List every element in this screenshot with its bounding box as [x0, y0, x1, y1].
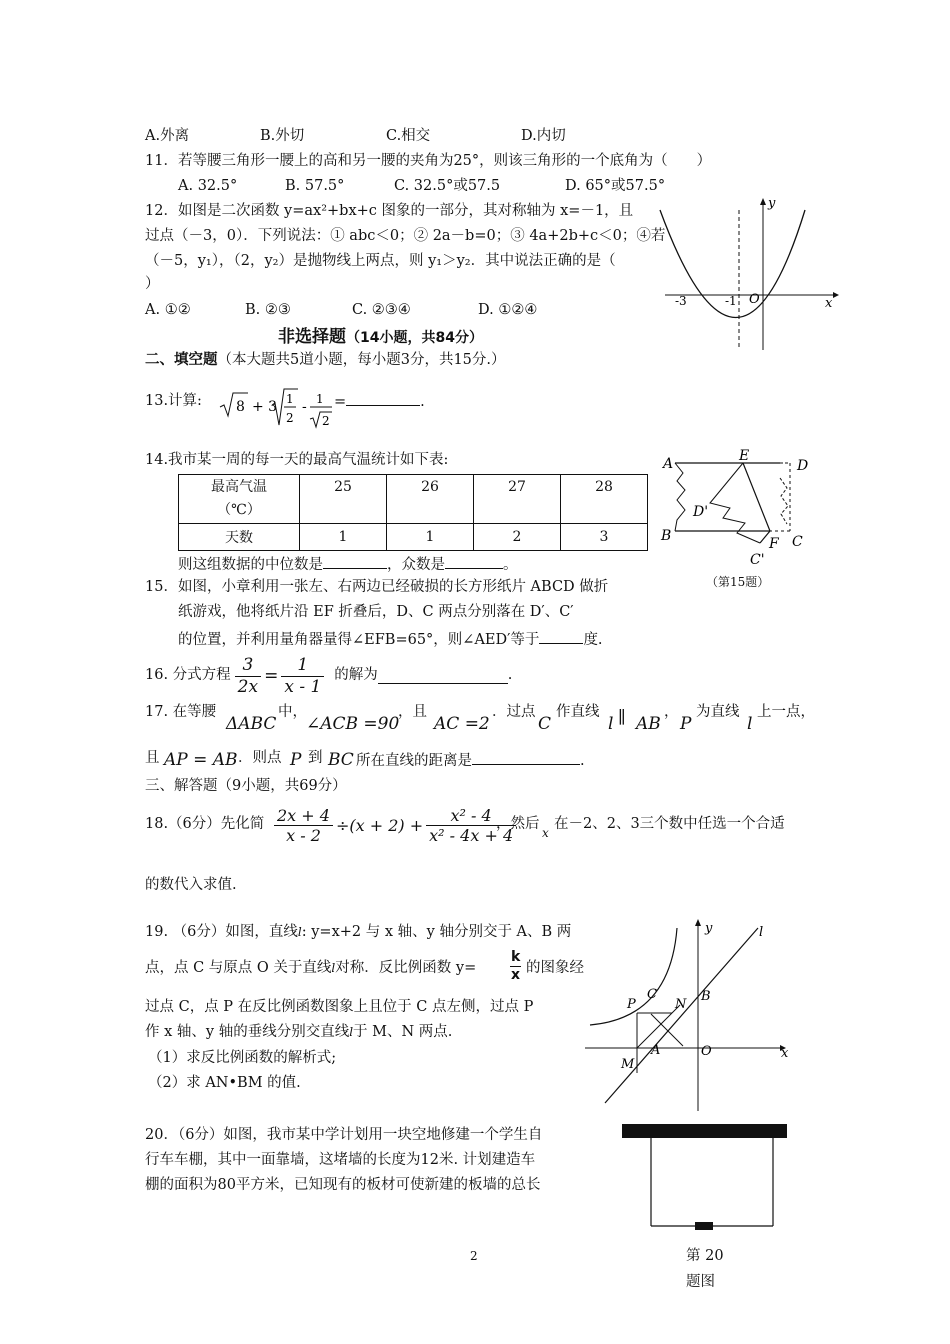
q17-triangle: ΔABC: [226, 714, 277, 734]
q19-fig-b: B: [701, 989, 711, 1004]
svg-text:1: 1: [316, 392, 324, 406]
q17-l: l: [608, 714, 614, 734]
q18-x: x: [542, 826, 549, 840]
q18-expression: [274, 806, 516, 845]
q19-k: k: [511, 949, 521, 965]
q12-graph-x-label: x: [825, 296, 833, 311]
q12-parabola-graph: [655, 195, 845, 355]
q17-ab: AB: [636, 714, 661, 734]
q19-fig-o: O: [701, 1044, 712, 1059]
q17-l1h: 上一点，: [757, 704, 815, 720]
q12-graph-tick-m1: -1: [725, 294, 737, 308]
q15-label-c: C: [792, 534, 803, 550]
q10-option-d: D.内切: [521, 128, 566, 144]
q12-line2: 过点（－3，0）．下列说法：① abc＜0；② 2a－b=0；③ 4a+2b+c＜0；④若: [145, 228, 666, 244]
q19-line2: [145, 960, 476, 977]
q14-q-b: ，众数是: [387, 557, 445, 573]
q20-caption-1: 第 20: [686, 1248, 724, 1264]
part3-title: 三、解答题（9小题，共69分）: [145, 778, 347, 794]
q16-num-left: 3: [235, 655, 261, 676]
q10-option-b: B.外切: [260, 128, 305, 144]
table-row: [179, 524, 648, 551]
q17-l1f: ，: [664, 704, 679, 720]
q19-fig-a: A: [651, 1043, 661, 1058]
q17-l1e: 作直线: [556, 704, 600, 720]
q15-label-a: A: [663, 456, 674, 472]
q17-l1a: 17. 在等腰: [145, 704, 217, 720]
q13-answer: = .: [334, 391, 425, 411]
q15-answer-blank[interactable]: [539, 629, 583, 644]
q16-fraction-left: [235, 655, 261, 697]
q18-prefix: 18.（6分）先化简: [145, 816, 265, 832]
q20-caption-2: 题图: [686, 1274, 715, 1290]
q16-end: .: [507, 667, 513, 684]
q15-label-cprime: C': [750, 552, 765, 568]
q12-line3: （－5，y₁），（2，y₂）是抛物线上两点，则 y₁＞y₂．其中说法正确的是（: [145, 253, 616, 269]
q19-line3: 过点 C，点 P 在反比例函数图象上且位于 C 点左侧，过点 P: [145, 999, 534, 1015]
q12-option-d: D. ①②④: [478, 302, 538, 318]
q19-line1: [145, 924, 571, 941]
q17-angle: ∠ACB =90: [306, 714, 400, 734]
q17-l1c: ，且: [398, 704, 427, 720]
section-title: [278, 327, 483, 347]
q16-suffix: 的解为: [334, 667, 378, 684]
q17-l2-end: [356, 750, 585, 770]
q19-fig-n: N: [675, 997, 687, 1012]
q15-figure-caption: （第15题）: [706, 575, 770, 589]
q19-coordinate-figure: [585, 918, 795, 1113]
q17-bc: BC: [328, 750, 354, 770]
q15-line3-end: 度.: [583, 632, 603, 648]
q19-l1a: 19. （6分）如图，直线: [145, 924, 298, 940]
q18-f2-num: x² - 4: [426, 806, 516, 826]
svg-text:2: 2: [286, 411, 294, 425]
q19-sub2: （2）求 AN•BM 的值.: [148, 1075, 301, 1091]
q15-folding-figure: [655, 448, 825, 578]
q19-l2b: 对称．反比例函数 y=: [335, 960, 477, 976]
q12-line1: 12．如图是二次函数 y=ax²+bx+c 图象的一部分，其对称轴为 x=－1，且: [145, 203, 634, 219]
q16-den-left: 2x: [237, 676, 259, 697]
q17-ac: AC =2: [434, 714, 490, 734]
section-title-note: （14小题，共84分）: [346, 330, 483, 346]
q14-days-4: 3: [561, 524, 648, 551]
q16-prefix: 16. 分式方程: [145, 667, 231, 684]
q11-option-d: D. 65°或57.5°: [565, 178, 666, 194]
part2-note: （本大题共5道小题，每小题3分，共15分.）: [217, 352, 506, 368]
q20-line2: 行车车棚，其中一面靠墙，这堵墙的长度为12米. 计划建造车: [145, 1152, 536, 1168]
section-title-main: 非选择题: [278, 327, 346, 347]
q20-shed-figure: [620, 1122, 790, 1232]
q19-l: l: [297, 925, 302, 939]
q19-l2c: 的图象经: [526, 960, 584, 976]
q13-blank[interactable]: [346, 391, 420, 406]
q14-days-2: 1: [387, 524, 474, 551]
q14-stem: 14.我市某一周的每一天的最高气温统计如下表:: [145, 452, 449, 468]
q10-option-c: C.相交: [386, 128, 431, 144]
q14-row1-label: [179, 475, 300, 524]
q14-q-c: 。: [503, 557, 518, 573]
part2-heading: [145, 352, 506, 369]
q14-median-blank[interactable]: [323, 554, 387, 569]
q20-line1: 20．（6分）如图，我市某中学计划用一块空地修建一个学生自: [145, 1127, 543, 1143]
q12-option-a: A. ①②: [145, 302, 191, 318]
q17-l1d: ．过点: [492, 704, 536, 720]
q15-line3-text: 的位置，并利用量角器量得∠EFB=65°，则∠AED′等于: [178, 632, 540, 648]
q19-l4b: 于 M、N 两点.: [353, 1024, 453, 1040]
q14-mode-blank[interactable]: [445, 554, 503, 569]
q18-after: ，然后: [496, 816, 540, 832]
q19-fig-p: P: [627, 997, 636, 1012]
q17-parallel: ∥: [618, 708, 626, 728]
q15-label-d: D: [797, 458, 809, 474]
q17-line1: [145, 704, 216, 721]
q13-suffix: .: [420, 394, 425, 410]
q17-p-2: P: [290, 750, 302, 770]
q15-label-e: E: [739, 448, 750, 464]
q17-l2e: .: [580, 753, 585, 769]
q18-f1-den: x - 2: [286, 826, 321, 846]
q15-label-dprime: D': [693, 504, 709, 520]
q14-row2-label: 天数: [179, 524, 300, 551]
q12-line4: ）: [145, 276, 160, 292]
q14-temp-4: 28: [561, 475, 648, 524]
q17-l2d: 所在直线的距离是: [356, 753, 472, 769]
q14-days-3: 2: [474, 524, 561, 551]
q17-c: C: [538, 714, 552, 734]
q14-temp-2: 26: [387, 475, 474, 524]
q18-f1-num: 2x + 4: [274, 806, 333, 826]
q19-l-2: l: [331, 961, 336, 975]
q13-prefix: 13.计算:: [145, 393, 202, 409]
q17-ap: AP = AB: [164, 750, 238, 770]
q19-fig-x: x: [781, 1046, 789, 1061]
q19-fig-c: C: [647, 987, 657, 1002]
q18-line2: 的数代入求值.: [145, 877, 237, 893]
q19-fraction-k-over-x: [510, 949, 521, 984]
q19-fig-m: M: [621, 1057, 635, 1072]
q16-num-right: 1: [281, 655, 324, 676]
q17-l1b: 中，: [278, 704, 307, 720]
q19-l2a: 点，点 C 与原点 O 关于直线: [145, 960, 332, 976]
q19-xd: x: [511, 966, 521, 983]
q11-option-b: B. 57.5°: [285, 178, 345, 194]
q19-fig-l: l: [759, 925, 764, 940]
q16-line: 16. 分式方程 $\frac{3}{2x}$ = $\frac{1}{x - 1}$ 的解为 .: [145, 655, 513, 697]
q17-l-2: l: [747, 714, 753, 734]
table-row: [179, 475, 648, 524]
q14-temp-1: 25: [300, 475, 387, 524]
q18-mid: ÷(x + 2) +: [335, 816, 424, 836]
q14-days-1: 1: [300, 524, 387, 551]
q14-q-a: 则这组数据的中位数是: [178, 557, 323, 573]
q17-l2a: 且: [145, 750, 160, 766]
q18-f2-den: x² - 4x + 4: [429, 826, 514, 846]
svg-text:1: 1: [286, 392, 294, 406]
q19-l-3: l: [349, 1025, 354, 1039]
q11-option-a: A. 32.5°: [178, 178, 238, 194]
q19-sub1: （1）求反比例函数的解析式;: [148, 1050, 337, 1066]
q17-l1g: 为直线: [696, 704, 740, 720]
q17-blank[interactable]: [472, 750, 580, 765]
q17-l2c: 到: [308, 750, 323, 766]
q12-graph-tick-m3: -3: [675, 294, 687, 308]
part2-title: 二、填空题: [145, 352, 218, 368]
q11-stem: 11．若等腰三角形一腰上的高和另一腰的夹角为25°，则该三角形的一个底角为（ ）: [145, 153, 712, 169]
q14-row1-label-a: 最高气温: [211, 479, 267, 495]
q17-p: P: [680, 714, 692, 734]
svg-text:+ 3: + 3: [252, 399, 278, 415]
page-number: 2: [470, 1249, 478, 1263]
q18-tail: 在－2、2、3三个数中任选一个合适: [554, 816, 785, 832]
q19-line4: [145, 1024, 452, 1041]
q15-line2: 纸游戏，他将纸片沿 EF 折叠后，D、C 两点分别落在 D′、C′: [178, 604, 574, 620]
svg-text:-: -: [302, 399, 307, 415]
q19-l1b: : y=x+2 与 x 轴、y 轴分别交于 A、B 两: [301, 924, 572, 940]
q19-l4a: 作 x 轴、y 轴的垂线分别交直线: [145, 1024, 350, 1040]
q15-label-f: F: [769, 536, 779, 552]
q12-graph-y-label: y: [768, 196, 776, 211]
q20-line3: 棚的面积为80平方米，已知现有的板材可使新建的板墙的总长: [145, 1177, 541, 1193]
q14-row1-label-b: （℃）: [217, 502, 261, 518]
q15-label-b: B: [661, 528, 672, 544]
q19-fig-y: y: [705, 921, 713, 936]
q18-fraction-1: [274, 806, 333, 845]
svg-text:8: 8: [236, 399, 245, 415]
q16-blank[interactable]: [378, 669, 508, 684]
q14-question: [178, 554, 518, 574]
q17-l2b: ．则点: [238, 750, 282, 766]
q16-den-right: x - 1: [284, 676, 322, 697]
q12-graph-origin: O: [749, 292, 760, 307]
q12-option-b: B. ②③: [245, 302, 291, 318]
svg-text:2: 2: [322, 414, 330, 428]
q15-line1: 15．如图，小章利用一张左、右两边已经破损的长方形纸片 ABCD 做折: [145, 579, 609, 595]
q14-temp-3: 27: [474, 475, 561, 524]
q16-fraction-right: [281, 655, 324, 697]
q10-option-a: A.外离: [145, 128, 190, 144]
q15-line3: [178, 629, 603, 649]
q12-option-c: C. ②③④: [352, 302, 411, 318]
q14-temperature-table: [178, 474, 648, 551]
q11-option-c: C. 32.5°或57.5: [394, 178, 501, 194]
q13-expression: [218, 385, 348, 433]
